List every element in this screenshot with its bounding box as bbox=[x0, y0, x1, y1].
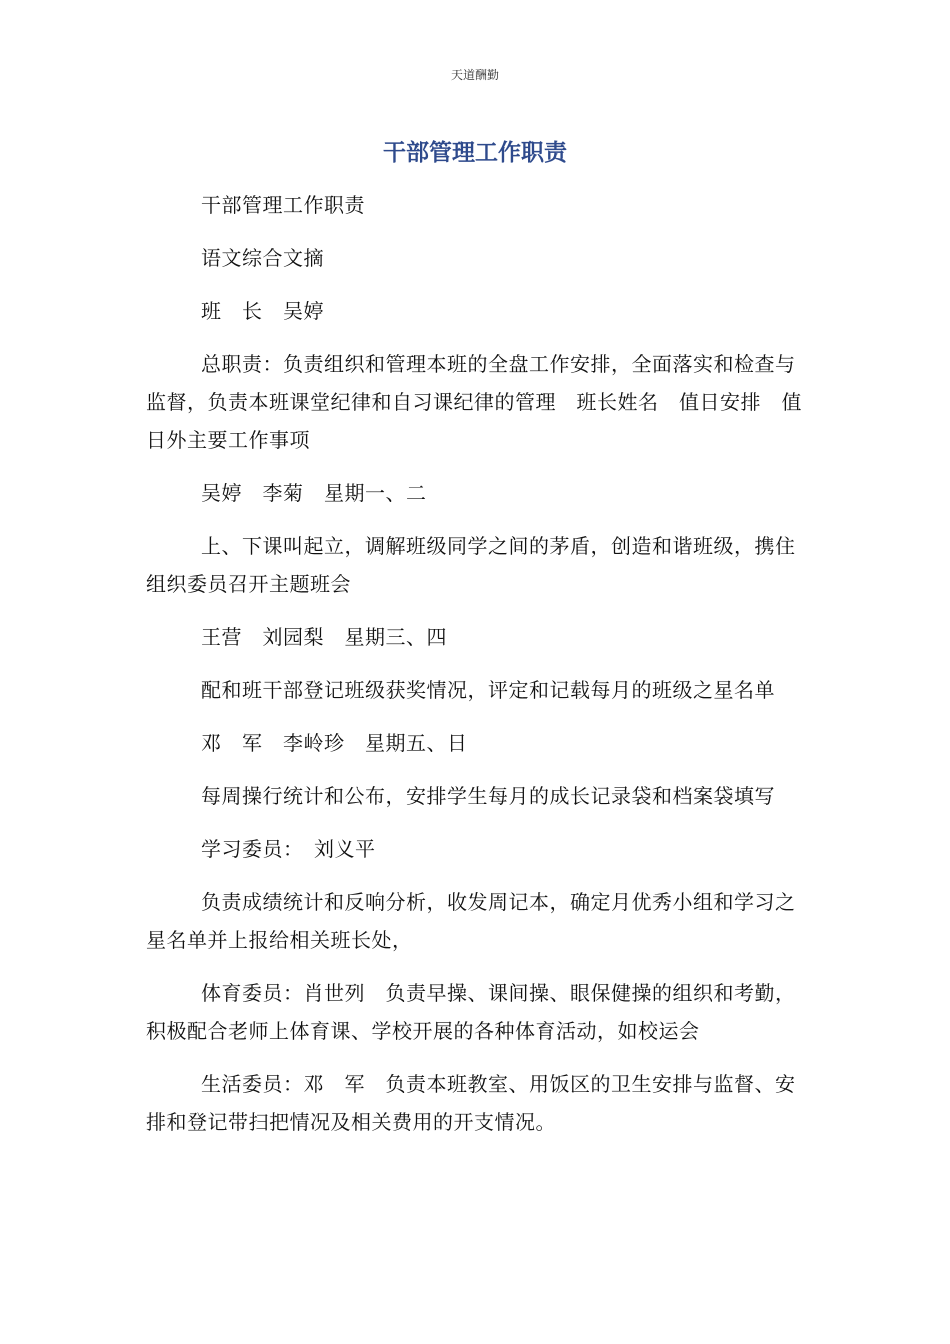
paragraph-monitor: 班 长 吴婷 bbox=[201, 299, 324, 323]
paragraph-schedule-3: 邓 军 李岭珍 星期五、日 bbox=[201, 731, 468, 755]
paragraph-duty-3: 每周操行统计和公布，安排学生每月的成长记录袋和档案袋填写 bbox=[201, 784, 775, 808]
paragraph-source: 语文综合文摘 bbox=[201, 246, 324, 270]
paragraph-schedule-2: 王营 刘园梨 星期三、四 bbox=[201, 625, 447, 649]
paragraph-study-duty: 负责成绩统计和反响分析，收发周记本，确定月优秀小组和学习之星名单并上报给相关班长处， bbox=[146, 890, 796, 952]
paragraph-schedule-1: 吴婷 李菊 星期一、二 bbox=[201, 481, 427, 505]
paragraph-duty-1: 上、下课叫起立，调解班级同学之间的茅盾，创造和谐班级，携住组织委员召开主题班会 bbox=[146, 534, 796, 596]
paragraph-study-committee: 学习委员： 刘义平 bbox=[201, 837, 376, 861]
paragraph-general-duty: 总职责：负责组织和管理本班的全盘工作安排，全面落实和检查与监督，负责本班课堂纪律和自习课纪律的管理 班长姓名 值日安排 值日外主要工作事项 bbox=[146, 352, 802, 452]
document-title: 干部管理工作职责 bbox=[383, 140, 567, 166]
paragraph-sports-committee: 体育委员：肖世列 负责早操、课间操、眼保健操的组织和考勤，积极配合老师上体育课、学校开展的各种体育活动，如校运会 bbox=[146, 981, 796, 1043]
paragraph-duty-2: 配和班干部登记班级获奖情况，评定和记载每月的班级之星名单 bbox=[201, 678, 775, 702]
page-header-note: 天道酬勤 bbox=[450, 68, 499, 82]
document-body bbox=[146, 186, 806, 1156]
paragraph-life-committee: 生活委员：邓 军 负责本班教室、用饭区的卫生安排与监督、安排和登记带扫把情况及相关费用的开支情况。 bbox=[146, 1072, 796, 1134]
paragraph-subtitle: 干部管理工作职责 bbox=[201, 193, 365, 217]
